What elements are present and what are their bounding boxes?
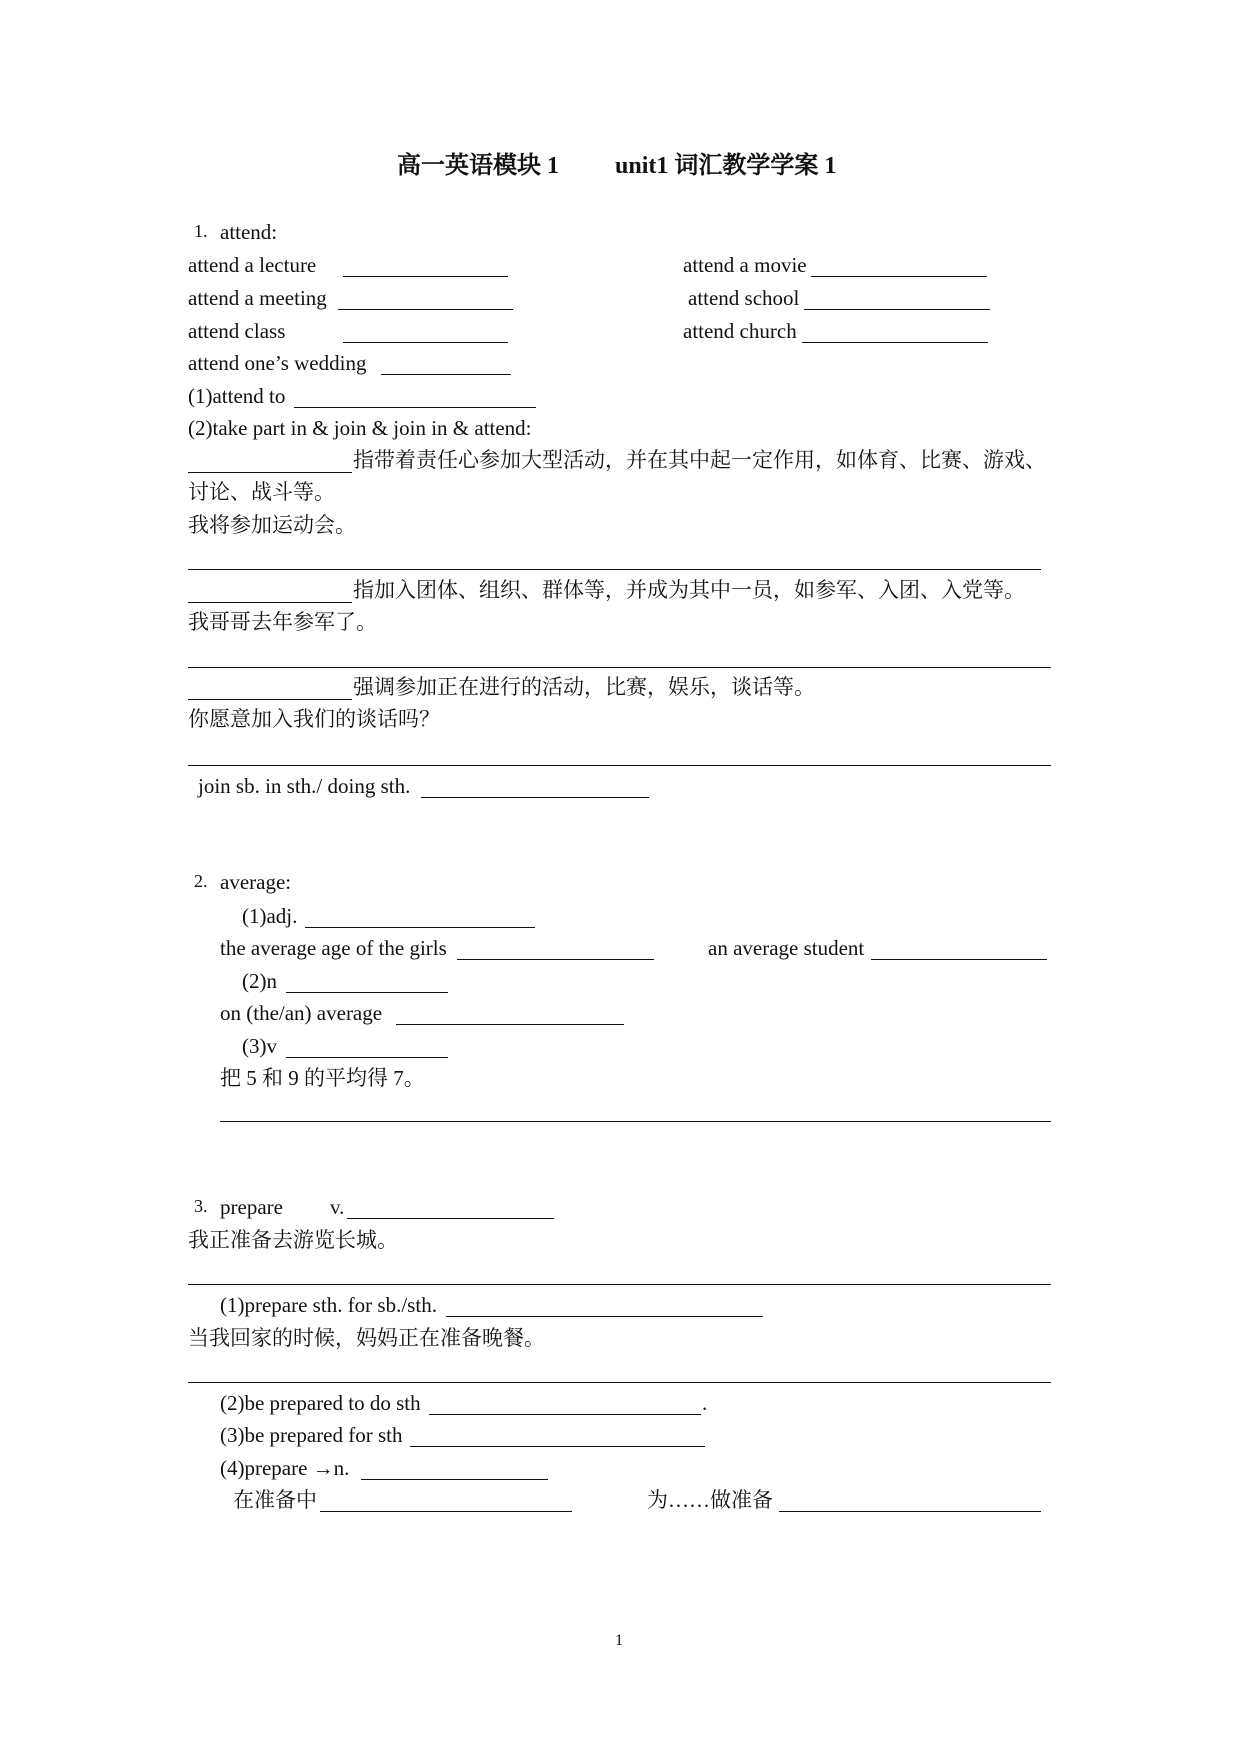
prepared-to-do-period: .: [702, 1391, 708, 1415]
blank-prepare-example-1[interactable]: [188, 1284, 1051, 1285]
phrase-average-age: the average age of the girls: [220, 936, 447, 960]
blank-average-age[interactable]: [457, 959, 654, 960]
phrase-attend-lecture: attend a lecture: [188, 253, 317, 277]
label-prepare-for: 为……做准备: [647, 1488, 773, 1512]
blank-attend-church[interactable]: [802, 342, 988, 343]
example-3-cn: 你愿意加入我们的谈话吗？: [188, 707, 440, 731]
phrase-join-sb: join sb. in sth./ doing sth.: [198, 774, 411, 798]
prepare-example-2-cn: 当我回家的时候，妈妈正在准备晚餐。: [188, 1326, 545, 1350]
phrase-attend-wedding: attend one’s wedding: [188, 351, 367, 375]
blank-average-n[interactable]: [286, 992, 448, 993]
section-2-head: average:: [220, 870, 292, 894]
page-number: 1: [615, 1632, 623, 1649]
example-2-cn: 我哥哥去年参军了。: [188, 610, 377, 634]
definition-1-line-a: 指带着责任心参加大型活动，并在其中起一定作用，如体育、比赛、游戏、: [353, 448, 1046, 472]
blank-average-example[interactable]: [220, 1121, 1051, 1122]
label-in-preparation: 在准备中: [233, 1488, 317, 1512]
section-3-number: 3.: [194, 1196, 208, 1216]
phrase-prepared-for: (3)be prepared for sth: [220, 1423, 403, 1447]
phrase-prepare-for: (1)prepare sth. for sb./sth.: [220, 1293, 437, 1317]
phrase-attend-movie: attend a movie: [683, 253, 807, 277]
phrase-average-student: an average student: [708, 936, 865, 960]
blank-average-v[interactable]: [286, 1057, 448, 1058]
phrase-attend-class: attend class: [188, 319, 286, 343]
blank-attend-to[interactable]: [294, 407, 536, 408]
blank-prepared-for[interactable]: [410, 1446, 705, 1447]
phrase-attend-to: (1)attend to: [188, 384, 286, 408]
blank-prepare-for-cn[interactable]: [779, 1511, 1041, 1512]
average-adj-label: (1)adj.: [242, 904, 298, 928]
phrase-prepared-to-do: (2)be prepared to do sth: [220, 1391, 421, 1415]
phrase-attend-school: attend school: [688, 286, 800, 310]
blank-in-preparation[interactable]: [320, 1511, 572, 1512]
blank-attend-class[interactable]: [343, 342, 508, 343]
blank-definition-3[interactable]: [188, 699, 352, 700]
blank-attend-school[interactable]: [804, 309, 990, 310]
blank-definition-2[interactable]: [188, 602, 352, 603]
title-left: 高一英语模块 1: [397, 153, 559, 179]
blank-average-student[interactable]: [871, 959, 1047, 960]
prepare-v-label: v.: [330, 1195, 345, 1219]
blank-average-adj[interactable]: [305, 927, 535, 928]
phrase-on-average: on (the/an) average: [220, 1001, 383, 1025]
section-1-number: 1.: [194, 221, 208, 241]
example-1-cn: 我将参加运动会。: [188, 513, 356, 537]
average-n-label: (2)n: [242, 969, 277, 993]
blank-prepare-v[interactable]: [347, 1218, 554, 1219]
blank-prepare-noun[interactable]: [361, 1479, 548, 1480]
compare-heading: (2)take part in & join & join in & attend:: [188, 416, 532, 440]
blank-attend-wedding[interactable]: [381, 374, 511, 375]
blank-attend-movie[interactable]: [811, 276, 987, 277]
blank-on-average[interactable]: [396, 1024, 624, 1025]
section-3-head: prepare: [220, 1195, 283, 1219]
prepare-example-1-cn: 我正准备去游览长城。: [188, 1228, 398, 1252]
blank-example-2[interactable]: [188, 667, 1051, 668]
blank-example-1[interactable]: [188, 569, 1041, 570]
section-2-number: 2.: [194, 871, 208, 891]
blank-prepare-example-2[interactable]: [188, 1382, 1051, 1383]
phrase-prepare-noun: (4)prepare →n.: [220, 1456, 350, 1480]
blank-attend-lecture[interactable]: [343, 276, 508, 277]
blank-prepared-to-do[interactable]: [429, 1414, 701, 1415]
definition-2: 指加入团体、组织、群体等，并成为其中一员，如参军、入团、入党等。: [353, 578, 1025, 602]
blank-attend-meeting[interactable]: [338, 309, 513, 310]
title-right: unit1 词汇教学学案 1: [615, 153, 837, 179]
average-example-cn: 把 5 和 9 的平均得 7。: [220, 1066, 425, 1090]
definition-1-line-b: 讨论、战斗等。: [188, 480, 335, 504]
phrase-attend-meeting: attend a meeting: [188, 286, 327, 310]
blank-definition-1[interactable]: [188, 472, 352, 473]
blank-join-sb[interactable]: [421, 797, 649, 798]
phrase-attend-church: attend church: [683, 319, 797, 343]
section-1-head: attend:: [220, 220, 278, 244]
average-v-label: (3)v: [242, 1034, 277, 1058]
blank-prepare-for[interactable]: [446, 1316, 763, 1317]
blank-example-3[interactable]: [188, 765, 1051, 766]
definition-3: 强调参加正在进行的活动，比赛，娱乐，谈话等。: [353, 675, 815, 699]
